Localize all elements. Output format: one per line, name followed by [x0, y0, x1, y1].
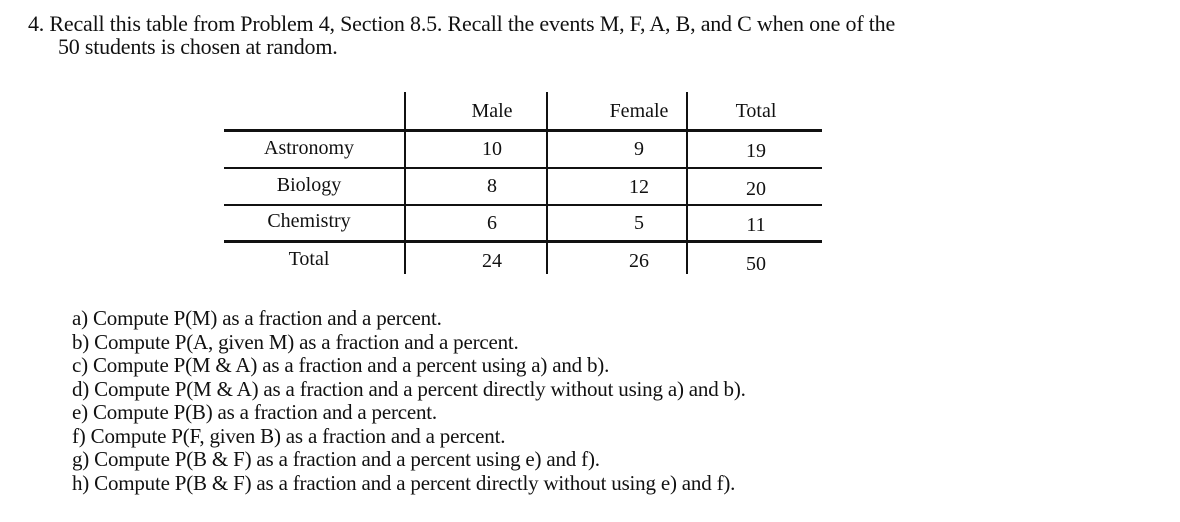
header-female: Female	[609, 100, 669, 122]
cell-chemistry-total: 11	[746, 214, 766, 236]
question-f: f) Compute P(F, given B) as a fraction and a percent.	[72, 423, 506, 448]
question-e: e) Compute P(B) as a fraction and a percent.	[72, 400, 437, 424]
question-a: a) Compute P(M) as a fraction and a percent.	[72, 306, 442, 330]
problem-statement	[28, 12, 895, 58]
question-d: d) Compute P(M & A) as a fraction and a percent directly without using a) and b).	[72, 376, 746, 401]
question-h: h) Compute P(B & F) as a fraction and a percent directly without using e) and f).	[72, 470, 736, 495]
problem-line-1: 4. Recall this table from Problem 4, Section 8.5. Recall the events M, F, A, B, and C when one of the	[28, 11, 896, 36]
table-header-rule	[224, 129, 822, 132]
cell-astronomy-female: 9	[634, 138, 644, 160]
cell-astronomy-male: 10	[482, 138, 502, 160]
header-male: Male	[471, 100, 513, 122]
cell-total-total: 50	[746, 253, 766, 275]
question-b: b) Compute P(A, given M) as a fraction and a percent.	[72, 329, 519, 354]
table-rule-1	[224, 167, 822, 169]
cell-total-male: 24	[482, 250, 502, 272]
question-c: c) Compute P(M & A) as a fraction and a percent using a) and b).	[72, 353, 610, 377]
cell-total-female: 26	[629, 250, 649, 272]
table-rule-2	[224, 204, 822, 206]
question-list	[72, 307, 746, 495]
contingency-table	[224, 92, 824, 275]
row-label-chemistry: Chemistry	[267, 210, 351, 232]
problem-line-2: 50 students is chosen at random.	[58, 34, 338, 59]
cell-biology-male: 8	[487, 175, 497, 197]
cell-biology-total: 20	[746, 178, 766, 200]
row-label-total: Total	[288, 248, 330, 270]
cell-astronomy-total: 19	[746, 140, 766, 162]
row-label-biology: Biology	[276, 174, 342, 196]
cell-biology-female: 12	[629, 176, 649, 198]
cell-chemistry-male: 6	[487, 212, 497, 234]
header-total: Total	[735, 100, 777, 122]
row-label-astronomy: Astronomy	[264, 137, 354, 159]
table-rule-3	[224, 240, 822, 243]
table-vline-1	[404, 92, 406, 274]
cell-chemistry-female: 5	[634, 212, 644, 234]
question-g: g) Compute P(B & F) as a fraction and a percent using e) and f).	[72, 447, 600, 471]
